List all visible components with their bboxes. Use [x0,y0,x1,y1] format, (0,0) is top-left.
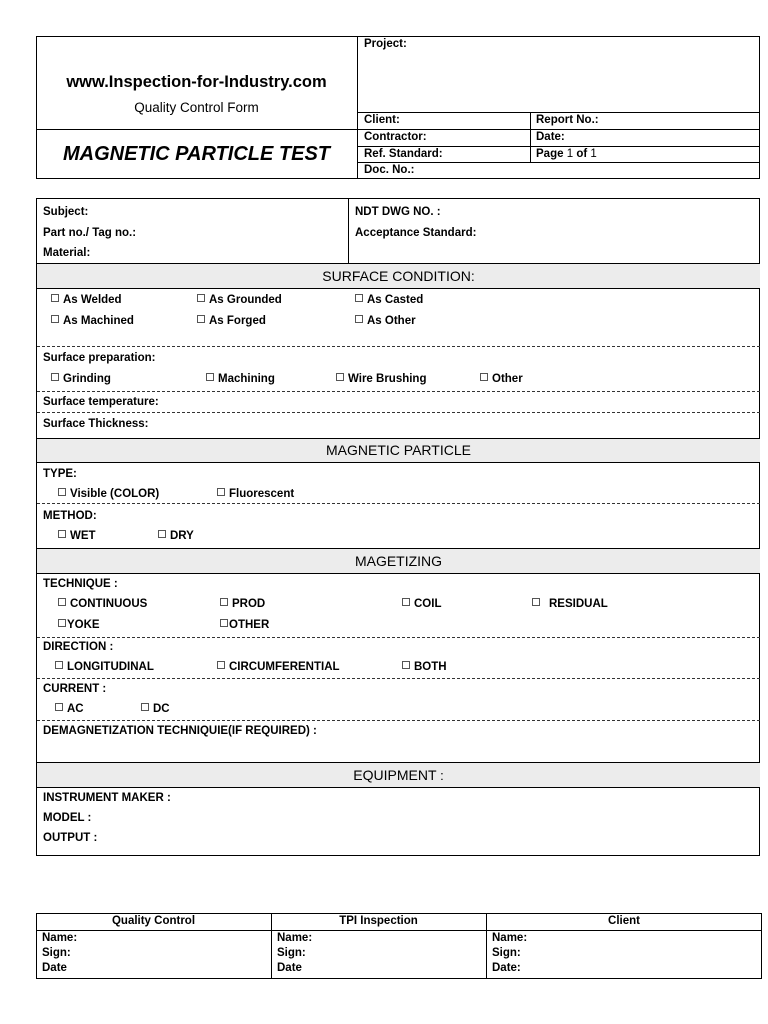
client-name-field[interactable]: Name: [492,932,528,944]
checkbox-as-welded[interactable]: As Welded [51,294,122,306]
checkbox-icon [197,315,205,323]
checkbox-as-machined[interactable]: As Machined [51,315,134,327]
current-label: CURRENT : [43,683,107,695]
sig-col-tpi-title: TPI Inspection [339,915,418,927]
checkbox-icon [402,598,410,606]
part-no-field[interactable]: Part no./ Tag no.: [43,227,137,239]
checkbox-icon [220,619,228,627]
checkbox-icon [51,373,59,381]
tpi-name-field[interactable]: Name: [277,932,313,944]
magnetic-particle-heading: MAGNETIC PARTICLE [37,438,760,463]
surface-temperature-field[interactable]: Surface temperature: [43,396,159,408]
checkbox-icon [355,315,363,323]
checkbox-as-casted[interactable]: As Casted [355,294,423,306]
checkbox-icon [532,598,540,606]
checkbox-dry[interactable]: DRY [158,530,194,542]
date-label: Date: [536,131,565,143]
project-label: Project: [364,38,407,50]
qc-sign-field[interactable]: Sign: [42,947,71,959]
sig-col-client-title: Client [608,915,640,927]
demagnetization-field[interactable]: DEMAGNETIZATION TECHNIQUIE(IF REQUIRED) : [43,725,317,737]
checkbox-icon [197,294,205,302]
surface-preparation-label: Surface preparation: [43,352,156,364]
ref-standard-label: Ref. Standard: [364,148,443,160]
tpi-date-field[interactable]: Date [277,962,302,974]
checkbox-technique-other[interactable]: OTHER [220,619,269,631]
checkbox-residual[interactable]: RESIDUAL [532,598,608,610]
page-number [536,148,597,160]
client-label: Client: [364,114,400,126]
ndt-dwg-field[interactable]: NDT DWG NO. : [355,206,441,218]
instrument-maker-field[interactable]: INSTRUMENT MAKER : [43,792,171,804]
checkbox-ac[interactable]: AC [55,703,84,715]
checkbox-icon [480,373,488,381]
checkbox-fluorescent[interactable]: Fluorescent [217,488,294,500]
checkbox-grinding[interactable]: Grinding [51,373,111,385]
equipment-heading: EQUIPMENT : [37,762,760,788]
checkbox-icon [141,703,149,711]
checkbox-icon [58,530,66,538]
qc-date-field[interactable]: Date [42,962,67,974]
checkbox-circumferential[interactable]: CIRCUMFERENTIAL [217,661,340,673]
qc-name-field[interactable]: Name: [42,932,78,944]
checkbox-continuous[interactable]: CONTINUOUS [58,598,147,610]
checkbox-yoke[interactable]: YOKE [58,619,100,631]
page-of: of [576,148,588,160]
material-field[interactable]: Material: [43,247,91,259]
subject-field[interactable]: Subject: [43,206,89,218]
checkbox-wet[interactable]: WET [58,530,96,542]
acceptance-standard-field[interactable]: Acceptance Standard: [355,227,477,239]
page-total: 1 [590,148,597,160]
checkbox-icon [336,373,344,381]
checkbox-dc[interactable]: DC [141,703,170,715]
surface-condition-heading: SURFACE CONDITION: [37,263,760,289]
form-type-label: Quality Control Form [134,100,259,115]
checkbox-icon [58,488,66,496]
checkbox-icon [402,661,410,669]
website-label: www.Inspection-for-Industry.com [66,73,327,91]
contractor-label: Contractor: [364,131,427,143]
checkbox-as-grounded[interactable]: As Grounded [197,294,282,306]
direction-label: DIRECTION : [43,641,114,653]
client-date-field[interactable]: Date: [492,962,521,974]
page-label: Page [536,148,564,160]
checkbox-coil[interactable]: COIL [402,598,441,610]
checkbox-both[interactable]: BOTH [402,661,447,673]
checkbox-wire-brushing[interactable]: Wire Brushing [336,373,426,385]
tpi-sign-field[interactable]: Sign: [277,947,306,959]
checkbox-icon [206,373,214,381]
checkbox-icon [58,598,66,606]
checkbox-machining[interactable]: Machining [206,373,275,385]
checkbox-as-forged[interactable]: As Forged [197,315,266,327]
checkbox-icon [51,294,59,302]
checkbox-icon [55,703,63,711]
checkbox-icon [51,315,59,323]
method-label: METHOD: [43,510,97,522]
checkbox-icon [220,598,228,606]
checkbox-prep-other[interactable]: Other [480,373,523,385]
doc-no-label: Doc. No.: [364,164,415,176]
form-title: MAGNETIC PARTICLE TEST [62,143,331,165]
technique-label: TECHNIQUE : [43,578,118,590]
checkbox-icon [217,661,225,669]
checkbox-icon [355,294,363,302]
checkbox-icon [55,661,63,669]
page-current: 1 [566,148,574,160]
magnetizing-heading: MAGETIZING [37,548,760,574]
checkbox-visible-color[interactable]: Visible (COLOR) [58,488,159,500]
client-sign-field[interactable]: Sign: [492,947,521,959]
surface-thickness-field[interactable]: Surface Thickness: [43,418,149,430]
output-field[interactable]: OUTPUT : [43,832,98,844]
sig-col-quality-control-title: Quality Control [111,915,196,927]
type-label: TYPE: [43,468,77,480]
report-no-label: Report No.: [536,114,599,126]
checkbox-longitudinal[interactable]: LONGITUDINAL [55,661,154,673]
checkbox-icon [217,488,225,496]
checkbox-prod[interactable]: PROD [220,598,265,610]
checkbox-icon [58,619,66,627]
checkbox-as-other[interactable]: As Other [355,315,416,327]
checkbox-icon [158,530,166,538]
model-field[interactable]: MODEL : [43,812,92,824]
